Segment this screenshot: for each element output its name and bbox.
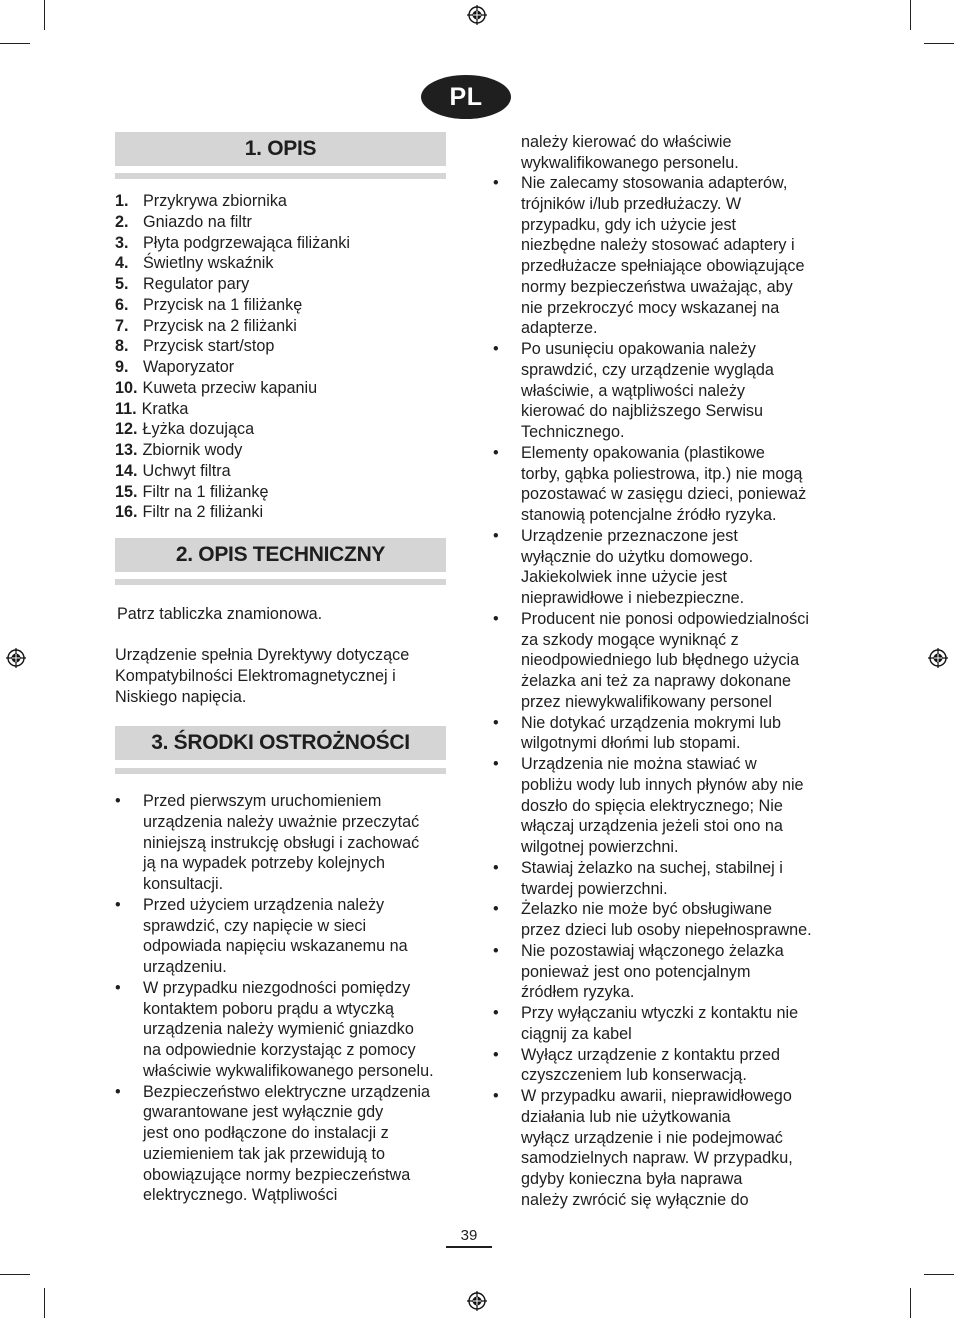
list-item — [115, 316, 350, 337]
item-label: Łyżka dozująca — [142, 420, 255, 439]
bullet-icon: • — [493, 858, 499, 877]
item-number: 11. — [115, 399, 137, 418]
list-item — [493, 941, 833, 1003]
text-line: wilgotnej powierzchni. — [521, 838, 679, 856]
heading-divider — [115, 579, 446, 585]
text-line: właściwie wykwalifikowanego personelu. — [143, 1061, 434, 1080]
text-line: Stawiaj żelazko na suchej, stabilnej i — [521, 858, 783, 877]
heading-divider — [115, 768, 446, 774]
crop-mark — [44, 0, 45, 30]
list-item — [115, 378, 350, 399]
item-label: Regulator pary — [143, 275, 250, 293]
item-label: Przykrywa zbiornika — [143, 192, 287, 210]
safety-continuation — [521, 132, 739, 174]
list-item — [115, 212, 350, 233]
list-item — [115, 253, 350, 274]
text-line: Nie zalecamy stosowania adapterów, — [521, 174, 788, 192]
item-number: 15. — [115, 482, 138, 501]
registration-mark-icon — [467, 5, 487, 25]
item-number: 14. — [115, 461, 138, 480]
item-number: 6. — [115, 295, 129, 314]
list-item — [493, 526, 833, 609]
text-line: samodzielnych napraw. W przypadku, — [521, 1149, 793, 1168]
text-line: gdyby konieczna była naprawa — [521, 1170, 743, 1188]
bullet-icon: • — [493, 174, 499, 192]
text-line: doszło do spięcia elektrycznego; Nie — [521, 796, 783, 815]
bullet-icon: • — [493, 526, 499, 545]
text-line: przedłużacze spełniające obowiązujące — [521, 257, 805, 275]
registration-mark-icon — [928, 648, 948, 668]
text-line: przez dzieci lub osoby niepełnosprawne. — [521, 921, 812, 939]
list-item — [115, 461, 350, 482]
item-label: Uchwyt filtra — [142, 461, 231, 480]
text-line: Jakiekolwiek inne użycie jest — [521, 568, 728, 587]
list-item — [493, 1003, 833, 1045]
item-number: 10. — [115, 378, 138, 397]
list-item — [115, 440, 350, 461]
bullet-icon: • — [115, 1082, 121, 1101]
text-line: Przed pierwszym uruchomieniem — [143, 792, 382, 810]
text-line: Nie pozostawiaj włączonego żelazka — [521, 941, 784, 960]
bullet-icon: • — [493, 1004, 499, 1022]
list-item — [115, 895, 455, 978]
item-number: 3. — [115, 233, 129, 252]
item-label: Filtr na 1 filiżankę — [142, 482, 269, 501]
list-item — [115, 295, 350, 316]
list-item — [493, 339, 833, 443]
text-line: wykwalifikowanego personelu. — [521, 153, 739, 172]
text-line: urządzenia należy wymienić gniazdko — [143, 1020, 414, 1039]
text-line: normy bezpieczeństwa uważając, aby — [521, 277, 793, 296]
crop-mark — [924, 1274, 954, 1275]
text-line: kierować do najbliższego Serwisu — [521, 402, 764, 421]
list-item — [115, 419, 350, 440]
item-number: 5. — [115, 275, 129, 293]
rating-plate-note: Patrz tabliczka znamionowa. — [117, 605, 323, 623]
text-line: pobliżu wody lub innych płynów aby nie — [521, 775, 804, 794]
text-line: twardej powierzchni. — [521, 879, 668, 898]
list-item — [493, 754, 833, 858]
bullet-icon: • — [493, 340, 499, 358]
text-line: Bezpieczeństwo elektryczne urządzenia — [143, 1082, 431, 1101]
bullet-icon: • — [115, 792, 121, 810]
bullet-icon: • — [493, 900, 499, 919]
item-number: 2. — [115, 212, 129, 231]
item-number: 1. — [115, 192, 129, 210]
text-line: trójników i/lub przedłużaczy. W — [521, 194, 742, 213]
bullet-icon: • — [493, 609, 499, 628]
text-line: urządzenia należy uważnie przeczytać — [143, 812, 420, 831]
text-line: torby, gąbka poliestrowa, itp.) nie mogą — [521, 464, 803, 483]
bullet-icon: • — [115, 895, 121, 914]
text-line: czyszczeniem lub konserwacją. — [521, 1066, 747, 1085]
item-number: 8. — [115, 337, 129, 356]
text-line: kontaktem poboru prądu a wtyczką — [143, 999, 395, 1018]
text-line: obowiązujące normy bezpieczeństwa — [143, 1165, 411, 1184]
section-heading-srodki-ostroznosci: 3. ŚRODKI OSTROŻNOŚCI — [115, 726, 446, 760]
item-number: 9. — [115, 358, 129, 376]
crop-mark — [924, 43, 954, 44]
text-line: pozostawać w zasięgu dzieci, ponieważ — [521, 485, 807, 504]
item-label: Kuweta przeciw kapaniu — [142, 378, 318, 397]
section-heading-opis: 1. OPIS — [115, 132, 446, 166]
text-line: Technicznego. — [521, 423, 625, 441]
bullet-icon: • — [493, 941, 499, 960]
list-item — [493, 899, 833, 941]
text-line: właściwie, a wątpliwości należy — [521, 381, 746, 400]
bullet-icon: • — [493, 713, 499, 732]
list-item — [493, 173, 833, 339]
list-item — [115, 233, 350, 254]
text-line: nieprawidłowe i niebezpieczne. — [521, 589, 745, 607]
heading-divider — [115, 173, 446, 179]
item-number: 13. — [115, 441, 138, 459]
bullet-icon: • — [493, 755, 499, 773]
crop-mark — [910, 1288, 911, 1318]
item-label: Filtr na 2 filiżanki — [142, 503, 264, 522]
text-line: Producent nie ponosi odpowiedzialności — [521, 609, 809, 628]
text-line: jest ono podłączone do instalacji z — [143, 1124, 389, 1142]
text-line: ponieważ jest ono potencjalnym — [521, 962, 751, 981]
text-line: stanowią potencjalne źródło ryzyka. — [521, 506, 777, 524]
item-number: 4. — [115, 254, 129, 273]
item-label: Waporyzator — [143, 358, 235, 376]
text-line: Żelazko nie może być obsługiwane — [521, 900, 773, 919]
text-line: Urządzenie spełnia Dyrektywy dotyczące — [115, 646, 410, 664]
text-line: gwarantowane jest wyłącznie gdy — [143, 1103, 384, 1122]
safety-list-right — [493, 173, 833, 1211]
list-item — [115, 274, 350, 295]
list-item — [115, 399, 350, 420]
text-line: wyłącznie do użytku domowego. — [521, 547, 754, 566]
registration-mark-icon — [6, 648, 26, 668]
list-item — [493, 713, 833, 755]
item-number: 12. — [115, 420, 138, 439]
text-line: urządzeniu. — [143, 958, 227, 976]
text-line: Urządzenie przeznaczone jest — [521, 526, 738, 545]
language-badge: PL — [421, 75, 511, 119]
text-line: sprawdzić, czy napięcie w sieci — [143, 916, 367, 935]
text-line: należy kierować do właściwie — [521, 133, 732, 151]
list-item — [115, 482, 350, 503]
list-item — [115, 1082, 455, 1207]
text-line: Niskiego napięcia. — [115, 687, 247, 706]
item-label: Kratka — [141, 399, 189, 418]
safety-list-left — [115, 791, 455, 1206]
list-item — [493, 858, 833, 900]
list-item — [115, 336, 350, 357]
text-line: Wyłącz urządzenie z kontaktu przed — [521, 1045, 780, 1064]
text-line: żelazka ani też za naprawy dokonane — [521, 672, 791, 690]
text-line: Elementy opakowania (plastikowe — [521, 443, 765, 462]
text-line: włączaj urządzenia jeżeli stoi ono na — [521, 817, 783, 836]
text-line: elektrycznego. Wątpliwości — [143, 1186, 338, 1205]
text-line: Przy wyłączaniu wtyczki z kontaktu nie — [521, 1004, 799, 1022]
list-item — [115, 791, 455, 895]
bullet-icon: • — [115, 978, 121, 997]
list-item — [115, 357, 350, 378]
text-line: niezbędne należy stosować adaptery i — [521, 236, 795, 255]
item-label: Przycisk na 1 filiżankę — [143, 295, 303, 314]
text-line: wilgotnymi dłońmi lub stopami. — [521, 734, 741, 753]
text-line: sprawdzić, czy urządzenie wygląda — [521, 360, 774, 379]
crop-mark — [0, 43, 30, 44]
list-item — [493, 443, 833, 526]
list-item — [493, 1045, 833, 1087]
list-item — [115, 191, 350, 212]
text-line: na odpowiednie korzystając z pomocy — [143, 1041, 416, 1059]
crop-mark — [910, 0, 911, 30]
crop-mark — [0, 1274, 30, 1275]
text-line: Przed użyciem urządzenia należy — [143, 895, 385, 914]
bullet-icon: • — [493, 1045, 499, 1064]
text-line: nieodpowiedniego lub błędnego użycia — [521, 651, 800, 670]
text-line: Kompatybilności Elektromagnetycznej i — [115, 666, 396, 685]
text-line: przez niewykwalifikowany personel — [521, 692, 773, 711]
list-item — [493, 609, 833, 713]
directives-paragraph — [115, 645, 409, 707]
text-line: konsultacji. — [143, 875, 224, 893]
item-label: Gniazdo na filtr — [143, 212, 252, 231]
text-line: ciągnij za kabel — [521, 1024, 632, 1043]
item-label: Przycisk na 2 filiżanki — [143, 316, 297, 335]
text-line: źródłem ryzyka. — [521, 983, 635, 1002]
text-line: należy zwrócić się wyłącznie do — [521, 1190, 749, 1209]
text-line: uziemieniem tak jak przewidują to — [143, 1144, 386, 1163]
text-line: Po usunięciu opakowania należy — [521, 340, 756, 358]
item-number: 7. — [115, 316, 129, 335]
bullet-icon: • — [493, 443, 499, 462]
text-line: Nie dotykać urządzenia mokrymi lub — [521, 713, 782, 732]
parts-list — [115, 191, 350, 523]
text-line: niniejszą instrukcję obsługi i zachować — [143, 833, 420, 852]
text-line: Urządzenia nie można stawiać w — [521, 755, 757, 773]
bullet-icon: • — [493, 1087, 499, 1105]
list-item — [493, 1086, 833, 1211]
item-label: Przycisk start/stop — [143, 337, 275, 356]
crop-mark — [44, 1288, 45, 1318]
text-line: nie przekroczyć mocy wskazanej na — [521, 298, 780, 317]
list-item — [115, 978, 455, 1082]
item-label: Płyta podgrzewająca filiżanki — [143, 233, 350, 252]
item-label: Zbiornik wody — [142, 441, 243, 459]
text-line: W przypadku awarii, nieprawidłowego — [521, 1087, 792, 1105]
registration-mark-icon — [467, 1291, 487, 1311]
text-line: odpowiada napięciu wskazanemu na — [143, 937, 408, 956]
item-label: Świetlny wskaźnik — [143, 254, 274, 273]
text-line: wyłącz urządzenie i nie podejmować — [521, 1128, 783, 1147]
text-line: przypadku, gdy ich użycie jest — [521, 215, 737, 234]
text-line: działania lub nie użytkowania — [521, 1107, 731, 1126]
page-number: 39 — [446, 1226, 492, 1248]
text-line: W przypadku niezgodności pomiędzy — [143, 978, 411, 997]
text-line: adapterze. — [521, 319, 598, 338]
item-number: 16. — [115, 503, 138, 522]
text-line: za szkody mogące wyniknąć z — [521, 630, 739, 649]
section-heading-opis-techniczny: 2. OPIS TECHNICZNY — [115, 538, 446, 572]
list-item — [115, 502, 350, 523]
text-line: ją na wypadek potrzeby kolejnych — [143, 854, 386, 873]
